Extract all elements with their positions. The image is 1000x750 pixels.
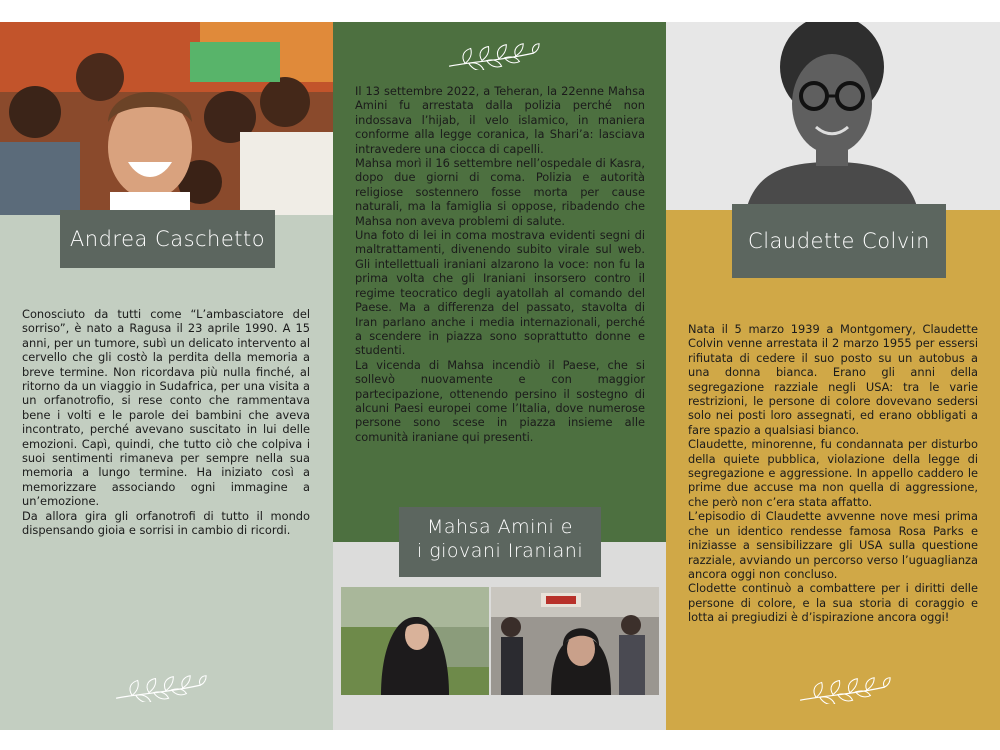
- mahsa-paragraph-3: Una foto di lei in coma mostrava evidenti segni di maltrattamenti, divenendo subito virale sul web. Gli intellettuali iraniani alzarono la voce: non fu la prima volta che gli Iraniani insorsero contro il regime teocratico degli ayatollah al comando del Paese. Ma a differenza del passato, stavolta di Iran parlano anche i media internazionali, perché a scendere in piazza sono soprattutto donne e studenti.: [355, 228, 645, 358]
- andrea-children-photo: [0, 22, 333, 215]
- leaf-branch-icon: [441, 40, 551, 70]
- leaf-branch-icon: [108, 672, 218, 702]
- mahsa-title-line-2: i giovani Iraniani: [416, 540, 584, 562]
- mahsa-title-line-1: Mahsa Amini e: [427, 516, 573, 538]
- claudette-paragraph-2: Claudette, minorenne, fu condannata per disturbo della quiete pubblica, violazione della legge di segregazione e aggressione. In appello caddero le prime due accuse ma non quella di aggressione, che però non c’era stata affatto.: [688, 437, 978, 509]
- andrea-paragraph-1: Conosciuto da tutti come “L’ambasciatore del sorriso”, è nato a Ragusa il 23 aprile 1990. A 15 anni, per un tumore, subì un delicato intervento al cervello che gli costò la perdita della memoria a breve termine. Non ricordava più nulla finché, al ritorno da un viaggio in Sudafrica, per una visita a un orfanotrofio, si rese conto che rammentava bene i volti e le parole dei bambini che aveva incontrato, perché avevano suscitato in lui delle emozioni. Capì, quindi, che tutto ciò che colpiva i suoi sentimenti rimaneva per sempre nella sua memoria a lungo termine. Ha iniziato così a memorizzare associando ogni immagine a un’emozione.: [22, 307, 310, 509]
- mahsa-paragraph-2: Mahsa morì il 16 settembre nell’ospedale di Kasra, dopo due giorni di coma. Polizia e autorità religiose sostennero fosse morta per cause naturali, ma la famiglia si oppose, ribadendo che Mahsa non aveva problemi di salute.: [355, 156, 645, 228]
- mahsa-title-box: [399, 507, 601, 577]
- mahsa-paragraph-4: La vicenda di Mahsa incendiò il Paese, che si sollevò nuovamente e con maggior partecipazione, ottenendo persino il sostegno di alcuni Paesi europei come l’Italia, dove numerose persone sono scese in piazza insieme alle comunità iraniane qui presenti.: [355, 357, 645, 444]
- andrea-name-box: [60, 210, 275, 268]
- claudette-name-box: [732, 204, 946, 278]
- andrea-paragraph-2: Da allora gira gli orfanotrofi di tutto il mondo dispensando gioia e sorrisi in cambio di ricordi.: [22, 508, 310, 538]
- protest-photo: [491, 587, 659, 695]
- panel-mahsa-amini: [333, 22, 666, 730]
- mahsa-portrait-photo: [341, 587, 489, 695]
- claudette-paragraph-1: Nata il 5 marzo 1939 a Montgomery, Claudette Colvin venne arrestata il 2 marzo 1955 per essersi rifiutata di cedere il suo posto su un autobus a una donna bianca. Erano gli anni della segregazione razziale negli USA: tra le varie restrizioni, le persone di colore dovevano sedersi solo nei posti loro assegnati, ed erano obbligati a fare spazio a qualsiasi bianco.: [688, 322, 978, 437]
- claudette-paragraph-4: Clodette continuò a combattere per i diritti delle persone di colore, e la sua storia di coraggio e lotta ai pregiudizi è d’ispirazione ancora oggi!: [688, 581, 978, 625]
- mahsa-article: [355, 84, 645, 444]
- andrea-biography: [22, 307, 310, 538]
- panel-andrea-caschetto: [0, 22, 333, 730]
- claudette-photo-area: [666, 22, 1000, 210]
- mahsa-paragraph-1: Il 13 settembre 2022, a Teheran, la 22enne Mahsa Amini fu arrestata dalla polizia perché non indossava l’hijab, il velo islamico, in maniera conforme alla legge coranica, la Shari’a: lasciava intravedere una ciocca di capelli.: [355, 84, 645, 156]
- claudette-biography: [688, 322, 978, 625]
- panel-claudette-colvin: [666, 22, 1000, 730]
- leaf-branch-icon: [792, 674, 902, 704]
- claudette-name-title: Claudette Colvin: [748, 229, 930, 253]
- andrea-name-title: Andrea Caschetto: [69, 227, 266, 251]
- claudette-paragraph-3: L’episodio di Claudette avvenne nove mesi prima che un identico rendesse famosa Rosa Parks e iniziasse a sensibilizzare gli USA sulla questione razziale, avviando un percorso verso l’uguaglianza ancora oggi non concluso.: [688, 509, 978, 581]
- claudette-portrait-photo: [666, 22, 1000, 210]
